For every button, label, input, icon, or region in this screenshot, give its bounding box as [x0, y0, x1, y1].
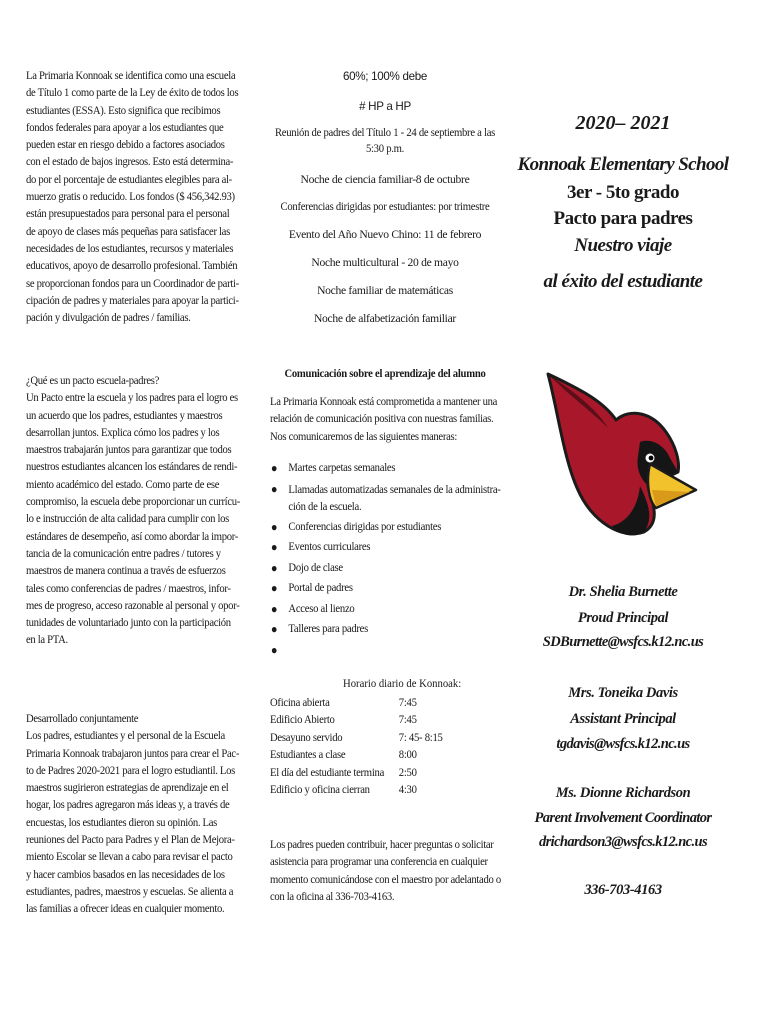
cardinal-logo	[544, 372, 700, 540]
staff-name: Mrs. Toneika Davis	[568, 685, 678, 701]
bullet-icon: ●	[270, 581, 278, 595]
bullet-icon: ●	[270, 481, 278, 496]
events-list	[262, 126, 508, 326]
communication-intro: La Primaria Konnoak está comprometida a mantener una relación de comunicación positiva con nuestras familias. Nos comunicaremos de las siguientes maneras:	[270, 395, 498, 443]
bullet-icon: ●	[270, 519, 278, 534]
staff-email-link[interactable]: drichardson3@wsfcs.k12.nc.us	[538, 834, 708, 850]
staff-role: Parent Involvement Coordinator	[534, 810, 712, 826]
school-phone: 336-703-4163	[584, 882, 662, 898]
school-year: 2020– 2021	[575, 112, 671, 134]
event-item: Evento del Año Nuevo Chino: 11 de febrero	[288, 228, 482, 241]
list-item: ● Martes carpetas semanales	[270, 458, 491, 479]
staff-email-link[interactable]: tgdavis@wsfcs.k12.nc.us	[556, 736, 690, 752]
list-item: ● Dojo de clase	[270, 558, 491, 579]
schedule-row: El día del estudiante termina 2:50	[270, 765, 417, 779]
list-item: ● Acceso al lienzo	[270, 599, 491, 620]
staff-name: Dr. Shelia Burnette	[568, 584, 678, 600]
event-item: Noche multicultural - 20 de mayo	[311, 256, 459, 269]
bullet-icon: ●	[270, 540, 278, 554]
school-name: Konnoak Elementary School	[517, 154, 729, 175]
schedule-row: Desayuno servido 7: 45- 8:15	[270, 730, 443, 744]
student-success-line: al éxito del estudiante	[543, 271, 703, 292]
schedule-row: Edificio Abierto 7:45	[270, 713, 417, 727]
staff-role: Proud Principal	[577, 610, 669, 626]
bullet-icon: ●	[270, 601, 278, 616]
grade-range: 3er - 5to grado	[567, 182, 679, 203]
schedule-row: Edificio y oficina cierran 4:30	[270, 783, 417, 797]
list-item: ● Eventos curriculares	[270, 537, 491, 558]
list-item: ● Portal de padres	[270, 578, 491, 599]
bullet-icon: ●	[270, 622, 278, 636]
event-item: Conferencias dirigidas por estudiantes: por trimestre	[280, 200, 490, 213]
event-item: Noche de ciencia familiar-8 de octubre	[300, 173, 470, 186]
event-item: Reunión de padres del Título 1 - 24 de septiembre a las 5:30 p.m.	[274, 126, 496, 155]
schedule-row: Oficina abierta 7:45	[270, 696, 417, 709]
staff-name: Ms. Dionne Richardson	[555, 785, 691, 801]
list-item: ● Llamadas automatizadas semanales de la administra- ción de la escuela.	[270, 481, 501, 513]
bullet-icon: ●	[270, 560, 278, 575]
event-item: Noche familiar de matemáticas	[317, 284, 453, 297]
communication-methods-list	[270, 458, 501, 657]
funding-percentage-line: 60%; 100% debe	[342, 70, 428, 83]
staff-email-link[interactable]: SDBurnette@wsfcs.k12.nc.us	[542, 634, 704, 650]
pact-definition-paragraph: ¿Qué es un pacto escuela-padres? Un Pacto entre la escuela y los padres para el logro es un acuerdo que los padres, estudiantes y maestros desarrollan juntos. Explica cómo los padres y los maestros trabajarán juntos para garantizar que todos nuestros estudiantes alcancen los estándares de rendi- miento académico del estado. Como parte de ese compromiso, la escuela debe proporcionar un currícu- lo e instrucción de alta calidad para cumplir con los estándares de desempeño, así como abordar la impor- tancia de la comunicación entre padres / tutores y maestros de manera continua a través de esfuerzos tales como conferencias de padres / maestros, infor- mes de progreso, acceso razonable al personal y opor- tunidades de voluntariado junto con la participación en la PTA.	[26, 374, 240, 647]
list-item: ● Conferencias dirigidas por estudiantes	[270, 517, 491, 538]
daily-schedule	[270, 694, 491, 798]
bullet-icon: ●	[270, 461, 278, 475]
event-item: Noche de alfabetización familiar	[313, 312, 456, 325]
cardinal-head-icon	[544, 372, 700, 540]
contact-paragraph: Los padres pueden contribuir, hacer preguntas o solicitar asistencia para programar una conferencia en cualquier momento comunicándose con el maestro por adelantado o con la oficina al 336-703-4163.	[270, 838, 501, 903]
pact-title: Pacto para padres	[553, 208, 693, 229]
list-item: ● Talleres para padres	[270, 619, 491, 640]
staff-role: Assistant Principal	[570, 711, 676, 727]
bullet-icon: ●	[270, 642, 278, 657]
schedule-row: Estudiantes a clase 8:00	[270, 748, 417, 762]
hp-line: # HP a HP	[359, 100, 411, 113]
jointly-developed-paragraph: Desarrollado conjuntamente Los padres, estudiantes y el personal de la Escuela Primaria Konnoak trabajaron juntos para crear el Pac- to de Padres 2020-2021 para el logro estudiantil. Los maestros sugirieron estrategias de aprendizaje en el hogar, los padres agregaron más ideas y, a través de encuestas, los estudiantes dieron su opinión. Las reuniones del Pacto para Padres y el Plan de Mejora- miento Escolar se llevan a cabo para revisar el pacto y hacer cambios basados en las necesidades de los estudiantes, padres, maestros y escuelas. Se alienta a las familias a ofrecer ideas en cualquier momento.	[26, 712, 240, 916]
intro-paragraph: La Primaria Konnoak se identifica como una escuela de Título 1 como parte de la Ley de éxito de todos los estudiantes (ESSA). Esto significa que recibimos fondos federales para apoyar a los estudiantes que pueden estar en riesgo debido a factores asociados con el estado de bajos ingresos. Esto está determina- do por el porcentaje de estudiantes elegibles para al- muerzo gratis o reducido. Los fondos ($ 456,342.93) están presupuestados para personal para el personal de apoyo de clases más pequeñas para satisfacer las necesidades de los estudiantes, recursos y materiales educativos, apoyo de desarrollo profesional. También se proporcionan fondos para un Coordinador de parti- cipación de padres y materiales para apoyar la partici- pación y divulgación de padres / familias.	[26, 69, 239, 325]
journey-line: Nuestro viaje	[574, 235, 672, 256]
communication-heading: Comunicación sobre el aprendizaje del alumno	[284, 367, 486, 380]
schedule-title: Horario diario de Konnoak:	[343, 677, 462, 690]
